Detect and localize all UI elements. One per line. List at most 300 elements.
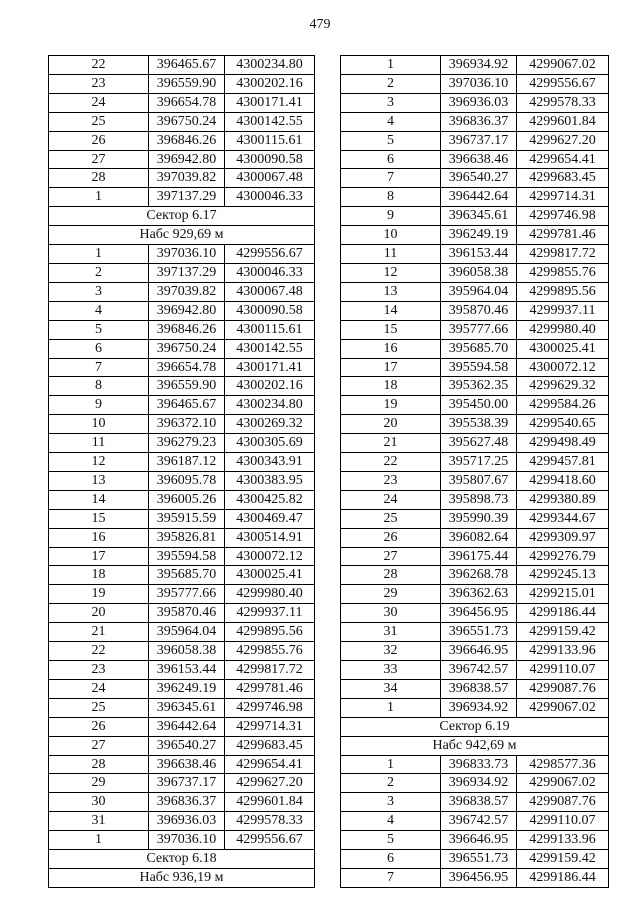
point-number: 26 — [49, 717, 149, 736]
point-number: 6 — [341, 850, 441, 869]
table-row — [341, 150, 609, 169]
x-coordinate: 396936.03 — [441, 93, 517, 112]
point-number: 19 — [49, 585, 149, 604]
x-coordinate: 396551.73 — [441, 623, 517, 642]
y-coordinate: 4299110.07 — [517, 661, 609, 680]
x-coordinate: 396456.95 — [441, 868, 517, 887]
table-row — [49, 547, 315, 566]
table-row — [49, 377, 315, 396]
x-coordinate: 395964.04 — [149, 623, 225, 642]
point-number: 9 — [341, 207, 441, 226]
x-coordinate: 397036.10 — [441, 74, 517, 93]
x-coordinate: 396187.12 — [149, 453, 225, 472]
table-row — [49, 717, 315, 736]
x-coordinate: 396153.44 — [441, 245, 517, 264]
table-row — [49, 661, 315, 680]
x-coordinate: 396638.46 — [441, 150, 517, 169]
x-coordinate: 395898.73 — [441, 490, 517, 509]
x-coordinate: 396934.92 — [441, 698, 517, 717]
table-row — [341, 868, 609, 887]
table-row — [49, 93, 315, 112]
point-number: 18 — [341, 377, 441, 396]
point-number: 28 — [341, 566, 441, 585]
point-number: 13 — [49, 471, 149, 490]
point-number: 24 — [49, 679, 149, 698]
point-number: 3 — [49, 282, 149, 301]
y-coordinate: 4299627.20 — [517, 131, 609, 150]
table-row — [49, 736, 315, 755]
y-coordinate: 4300072.12 — [517, 358, 609, 377]
point-number: 18 — [49, 566, 149, 585]
table-row — [49, 566, 315, 585]
y-coordinate: 4299855.76 — [225, 642, 315, 661]
y-coordinate: 4299629.32 — [517, 377, 609, 396]
point-number: 25 — [49, 698, 149, 717]
y-coordinate: 4299855.76 — [517, 263, 609, 282]
point-number: 14 — [49, 490, 149, 509]
x-coordinate: 396058.38 — [441, 263, 517, 282]
x-coordinate: 396654.78 — [149, 93, 225, 112]
x-coordinate: 396934.92 — [441, 56, 517, 75]
y-coordinate: 4300383.95 — [225, 471, 315, 490]
table-row — [341, 377, 609, 396]
table-row — [341, 263, 609, 282]
table-row — [341, 831, 609, 850]
point-number: 3 — [341, 793, 441, 812]
x-coordinate: 396345.61 — [441, 207, 517, 226]
table-row — [49, 623, 315, 642]
table-row — [49, 396, 315, 415]
x-coordinate: 396838.57 — [441, 679, 517, 698]
y-coordinate: 4300305.69 — [225, 434, 315, 453]
y-coordinate: 4298577.36 — [517, 755, 609, 774]
table-row — [341, 188, 609, 207]
table-row — [49, 282, 315, 301]
point-number: 30 — [341, 604, 441, 623]
point-number: 20 — [49, 604, 149, 623]
x-coordinate: 396654.78 — [149, 358, 225, 377]
point-number: 26 — [341, 528, 441, 547]
table-row — [49, 74, 315, 93]
x-coordinate: 396456.95 — [441, 604, 517, 623]
x-coordinate: 396750.24 — [149, 339, 225, 358]
y-coordinate: 4299133.96 — [517, 642, 609, 661]
x-coordinate: 395915.59 — [149, 509, 225, 528]
x-coordinate: 396846.26 — [149, 131, 225, 150]
y-coordinate: 4299067.02 — [517, 774, 609, 793]
x-coordinate: 396465.67 — [149, 396, 225, 415]
sector-header-row — [341, 736, 609, 755]
point-number: 6 — [341, 150, 441, 169]
x-coordinate: 396175.44 — [441, 547, 517, 566]
y-coordinate: 4299817.72 — [517, 245, 609, 264]
y-coordinate: 4300067.48 — [225, 169, 315, 188]
table-row — [49, 415, 315, 434]
table-row — [49, 755, 315, 774]
x-coordinate: 395594.58 — [441, 358, 517, 377]
table-row — [341, 585, 609, 604]
table-row — [341, 207, 609, 226]
y-coordinate: 4300343.91 — [225, 453, 315, 472]
table-row — [49, 585, 315, 604]
table-row — [341, 131, 609, 150]
x-coordinate: 396095.78 — [149, 471, 225, 490]
x-coordinate: 396540.27 — [149, 736, 225, 755]
point-number: 5 — [341, 131, 441, 150]
point-number: 15 — [341, 320, 441, 339]
y-coordinate: 4300234.80 — [225, 396, 315, 415]
y-coordinate: 4299418.60 — [517, 471, 609, 490]
point-number: 11 — [341, 245, 441, 264]
sector-header: Набс 936,19 м — [49, 868, 315, 887]
y-coordinate: 4299817.72 — [225, 661, 315, 680]
point-number: 7 — [49, 358, 149, 377]
table-row — [49, 434, 315, 453]
x-coordinate: 396442.64 — [149, 717, 225, 736]
table-row — [341, 320, 609, 339]
sector-header: Набс 942,69 м — [341, 736, 609, 755]
x-coordinate: 396345.61 — [149, 698, 225, 717]
x-coordinate: 397137.29 — [149, 263, 225, 282]
point-number: 2 — [49, 263, 149, 282]
x-coordinate: 395870.46 — [149, 604, 225, 623]
point-number: 13 — [341, 282, 441, 301]
x-coordinate: 396372.10 — [149, 415, 225, 434]
y-coordinate: 4299781.46 — [225, 679, 315, 698]
table-row — [49, 245, 315, 264]
point-number: 4 — [49, 301, 149, 320]
point-number: 7 — [341, 868, 441, 887]
table-row — [49, 112, 315, 131]
y-coordinate: 4299895.56 — [225, 623, 315, 642]
point-number: 22 — [49, 56, 149, 75]
point-number: 7 — [341, 169, 441, 188]
point-number: 9 — [49, 396, 149, 415]
table-row — [49, 320, 315, 339]
point-number: 23 — [49, 74, 149, 93]
table-row — [341, 301, 609, 320]
point-number: 16 — [341, 339, 441, 358]
y-coordinate: 4299276.79 — [517, 547, 609, 566]
x-coordinate: 396846.26 — [149, 320, 225, 339]
y-coordinate: 4299159.42 — [517, 623, 609, 642]
y-coordinate: 4300072.12 — [225, 547, 315, 566]
table-row — [341, 812, 609, 831]
y-coordinate: 4300090.58 — [225, 150, 315, 169]
point-number: 21 — [49, 623, 149, 642]
point-number: 17 — [49, 547, 149, 566]
y-coordinate: 4299133.96 — [517, 831, 609, 850]
table-row — [341, 453, 609, 472]
x-coordinate: 395826.81 — [149, 528, 225, 547]
y-coordinate: 4299714.31 — [225, 717, 315, 736]
point-number: 1 — [49, 831, 149, 850]
y-coordinate: 4299683.45 — [225, 736, 315, 755]
point-number: 1 — [341, 698, 441, 717]
table-row — [341, 509, 609, 528]
table-row — [341, 434, 609, 453]
point-number: 22 — [49, 642, 149, 661]
point-number: 2 — [341, 74, 441, 93]
table-row — [49, 774, 315, 793]
x-coordinate: 396646.95 — [441, 831, 517, 850]
table-row — [341, 774, 609, 793]
point-number: 2 — [341, 774, 441, 793]
x-coordinate: 396942.80 — [149, 150, 225, 169]
y-coordinate: 4299601.84 — [225, 793, 315, 812]
y-coordinate: 4299937.11 — [225, 604, 315, 623]
x-coordinate: 396465.67 — [149, 56, 225, 75]
point-number: 10 — [49, 415, 149, 434]
table-row — [341, 339, 609, 358]
y-coordinate: 4300469.47 — [225, 509, 315, 528]
y-coordinate: 4299627.20 — [225, 774, 315, 793]
x-coordinate: 395362.35 — [441, 377, 517, 396]
point-number: 25 — [341, 509, 441, 528]
table-row — [341, 56, 609, 75]
y-coordinate: 4299556.67 — [225, 831, 315, 850]
sector-header: Сектор 6.19 — [341, 717, 609, 736]
point-number: 5 — [49, 320, 149, 339]
x-coordinate: 396058.38 — [149, 642, 225, 661]
point-number: 8 — [49, 377, 149, 396]
x-coordinate: 396742.57 — [441, 661, 517, 680]
coordinates-table-right — [340, 55, 609, 888]
x-coordinate: 395685.70 — [149, 566, 225, 585]
x-coordinate: 396737.17 — [149, 774, 225, 793]
y-coordinate: 4299683.45 — [517, 169, 609, 188]
y-coordinate: 4299457.81 — [517, 453, 609, 472]
point-number: 20 — [341, 415, 441, 434]
sector-header-row — [49, 226, 315, 245]
table-row — [341, 528, 609, 547]
y-coordinate: 4299087.76 — [517, 679, 609, 698]
x-coordinate: 396646.95 — [441, 642, 517, 661]
y-coordinate: 4300202.16 — [225, 377, 315, 396]
y-coordinate: 4299067.02 — [517, 56, 609, 75]
y-coordinate: 4300046.33 — [225, 188, 315, 207]
y-coordinate: 4299245.13 — [517, 566, 609, 585]
y-coordinate: 4299584.26 — [517, 396, 609, 415]
point-number: 28 — [49, 169, 149, 188]
table-row — [341, 566, 609, 585]
y-coordinate: 4299781.46 — [517, 226, 609, 245]
x-coordinate: 396249.19 — [441, 226, 517, 245]
y-coordinate: 4299937.11 — [517, 301, 609, 320]
point-number: 24 — [49, 93, 149, 112]
sector-header-row — [49, 207, 315, 226]
y-coordinate: 4300269.32 — [225, 415, 315, 434]
x-coordinate: 396836.37 — [441, 112, 517, 131]
y-coordinate: 4299578.33 — [225, 812, 315, 831]
y-coordinate: 4300067.48 — [225, 282, 315, 301]
x-coordinate: 396551.73 — [441, 850, 517, 869]
point-number: 27 — [49, 736, 149, 755]
point-number: 11 — [49, 434, 149, 453]
y-coordinate: 4300171.41 — [225, 358, 315, 377]
y-coordinate: 4300514.91 — [225, 528, 315, 547]
point-number: 29 — [49, 774, 149, 793]
sector-header-row — [49, 850, 315, 869]
x-coordinate: 395807.67 — [441, 471, 517, 490]
point-number: 28 — [49, 755, 149, 774]
y-coordinate: 4300142.55 — [225, 112, 315, 131]
x-coordinate: 395717.25 — [441, 453, 517, 472]
table-row — [49, 263, 315, 282]
table-row — [341, 282, 609, 301]
point-number: 15 — [49, 509, 149, 528]
table-row — [341, 850, 609, 869]
x-coordinate: 396742.57 — [441, 812, 517, 831]
y-coordinate: 4300025.41 — [517, 339, 609, 358]
x-coordinate: 396362.63 — [441, 585, 517, 604]
x-coordinate: 396638.46 — [149, 755, 225, 774]
y-coordinate: 4300202.16 — [225, 74, 315, 93]
table-row — [49, 679, 315, 698]
x-coordinate: 396750.24 — [149, 112, 225, 131]
table-row — [49, 169, 315, 188]
table-row — [49, 812, 315, 831]
x-coordinate: 396082.64 — [441, 528, 517, 547]
x-coordinate: 395777.66 — [441, 320, 517, 339]
table-row — [341, 490, 609, 509]
point-number: 17 — [341, 358, 441, 377]
sector-header-row — [49, 868, 315, 887]
table-row — [49, 358, 315, 377]
x-coordinate: 396540.27 — [441, 169, 517, 188]
table-row — [341, 698, 609, 717]
x-coordinate: 397036.10 — [149, 245, 225, 264]
point-number: 16 — [49, 528, 149, 547]
point-number: 25 — [49, 112, 149, 131]
x-coordinate: 397137.29 — [149, 188, 225, 207]
y-coordinate: 4299110.07 — [517, 812, 609, 831]
x-coordinate: 396833.73 — [441, 755, 517, 774]
y-coordinate: 4300425.82 — [225, 490, 315, 509]
y-coordinate: 4299980.40 — [517, 320, 609, 339]
table-row — [49, 301, 315, 320]
point-number: 33 — [341, 661, 441, 680]
y-coordinate: 4299980.40 — [225, 585, 315, 604]
table-row — [49, 453, 315, 472]
x-coordinate: 396153.44 — [149, 661, 225, 680]
table-row — [341, 679, 609, 698]
x-coordinate: 395594.58 — [149, 547, 225, 566]
y-coordinate: 4299344.67 — [517, 509, 609, 528]
point-number: 1 — [341, 56, 441, 75]
table-row — [341, 471, 609, 490]
x-coordinate: 396936.03 — [149, 812, 225, 831]
x-coordinate: 396737.17 — [441, 131, 517, 150]
table-row — [341, 74, 609, 93]
y-coordinate: 4300142.55 — [225, 339, 315, 358]
x-coordinate: 396442.64 — [441, 188, 517, 207]
y-coordinate: 4299556.67 — [517, 74, 609, 93]
point-number: 27 — [341, 547, 441, 566]
y-coordinate: 4300115.61 — [225, 131, 315, 150]
y-coordinate: 4299556.67 — [225, 245, 315, 264]
table-row — [341, 169, 609, 188]
table-row — [341, 661, 609, 680]
y-coordinate: 4299087.76 — [517, 793, 609, 812]
x-coordinate: 395627.48 — [441, 434, 517, 453]
y-coordinate: 4299186.44 — [517, 604, 609, 623]
table-row — [341, 396, 609, 415]
table-row — [341, 547, 609, 566]
x-coordinate: 397039.82 — [149, 282, 225, 301]
point-number: 30 — [49, 793, 149, 812]
x-coordinate: 396559.90 — [149, 377, 225, 396]
table-row — [341, 112, 609, 131]
table-row — [49, 131, 315, 150]
point-number: 5 — [341, 831, 441, 850]
table-row — [341, 642, 609, 661]
point-number: 1 — [49, 245, 149, 264]
sector-header-row — [341, 717, 609, 736]
y-coordinate: 4299215.01 — [517, 585, 609, 604]
table-row — [49, 642, 315, 661]
sector-header: Набс 929,69 м — [49, 226, 315, 245]
x-coordinate: 397039.82 — [149, 169, 225, 188]
table-row — [49, 528, 315, 547]
point-number: 19 — [341, 396, 441, 415]
page-number: 479 — [309, 17, 331, 32]
point-number: 6 — [49, 339, 149, 358]
y-coordinate: 4300046.33 — [225, 263, 315, 282]
y-coordinate: 4299654.41 — [225, 755, 315, 774]
sector-header: Сектор 6.17 — [49, 207, 315, 226]
x-coordinate: 395685.70 — [441, 339, 517, 358]
table-row — [341, 604, 609, 623]
x-coordinate: 396942.80 — [149, 301, 225, 320]
table-row — [49, 339, 315, 358]
y-coordinate: 4299746.98 — [517, 207, 609, 226]
point-number: 12 — [49, 453, 149, 472]
point-number: 31 — [341, 623, 441, 642]
x-coordinate: 397036.10 — [149, 831, 225, 850]
y-coordinate: 4300090.58 — [225, 301, 315, 320]
y-coordinate: 4299380.89 — [517, 490, 609, 509]
point-number: 34 — [341, 679, 441, 698]
point-number: 22 — [341, 453, 441, 472]
table-row — [49, 150, 315, 169]
y-coordinate: 4299186.44 — [517, 868, 609, 887]
point-number: 3 — [341, 93, 441, 112]
point-number: 21 — [341, 434, 441, 453]
table-row — [341, 93, 609, 112]
y-coordinate: 4300171.41 — [225, 93, 315, 112]
point-number: 29 — [341, 585, 441, 604]
x-coordinate: 395450.00 — [441, 396, 517, 415]
table-row — [49, 188, 315, 207]
table-row — [49, 831, 315, 850]
table-row — [49, 490, 315, 509]
point-number: 23 — [49, 661, 149, 680]
table-row — [49, 56, 315, 75]
point-number: 26 — [49, 131, 149, 150]
y-coordinate: 4300115.61 — [225, 320, 315, 339]
point-number: 27 — [49, 150, 149, 169]
point-number: 8 — [341, 188, 441, 207]
x-coordinate: 395870.46 — [441, 301, 517, 320]
x-coordinate: 396559.90 — [149, 74, 225, 93]
y-coordinate: 4299498.49 — [517, 434, 609, 453]
point-number: 14 — [341, 301, 441, 320]
table-row — [341, 226, 609, 245]
table-row — [341, 245, 609, 264]
x-coordinate: 395964.04 — [441, 282, 517, 301]
table-row — [49, 471, 315, 490]
